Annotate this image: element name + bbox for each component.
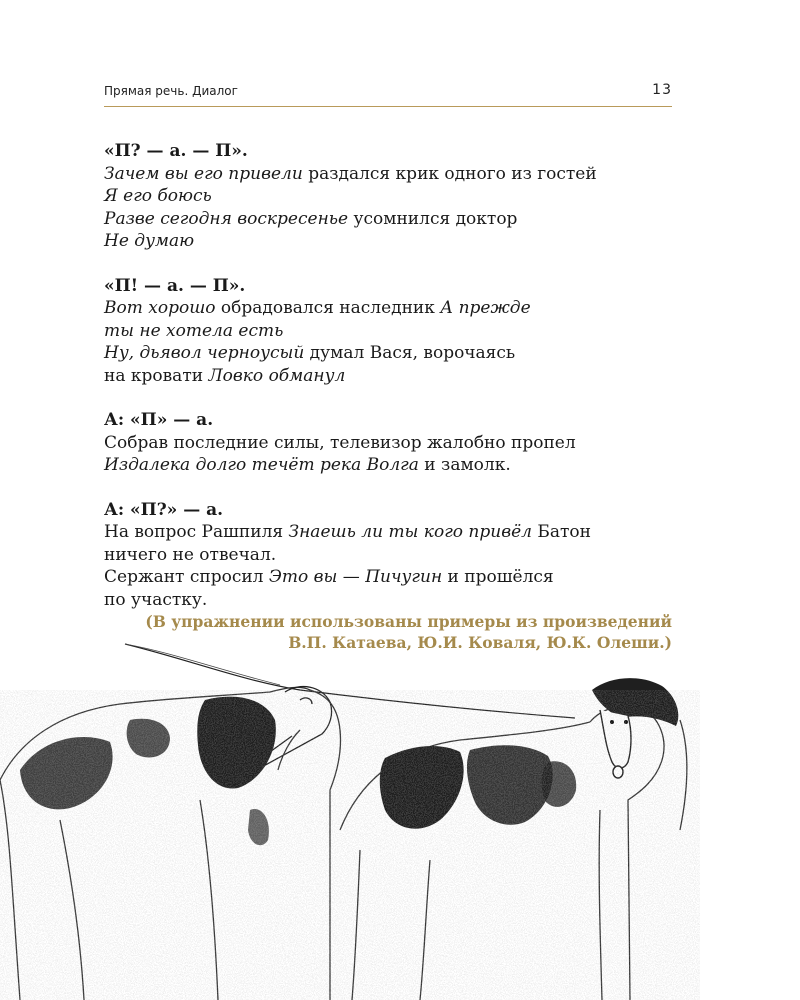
direct-speech: Это вы — Пичугин [268,567,443,587]
example-line [104,185,684,208]
page-number: 13 [652,82,672,98]
direct-speech: Разве сегодня воскресенье [104,208,349,229]
example-line [104,432,684,455]
author-words: раздался крик одного из гостей [302,163,597,184]
example-line [104,163,684,186]
direct-speech: Ловко обманул [208,365,346,386]
example-block [104,140,684,253]
direct-speech: Я его боюсь [104,186,212,206]
author-words: по участку. [104,589,208,610]
borzoi-dogs-illustration [0,630,800,1000]
source-note-line-1: (В упражнении использованы примеры из произведений [145,612,672,631]
punctuation-scheme: «П? — а. — П». [104,141,248,161]
author-words: на кровати [104,365,209,386]
direct-speech: А прежде [440,298,531,318]
punctuation-scheme: А: «П?» — а. [104,499,224,520]
chapter-title: Прямая речь. Диалог [104,84,238,98]
author-words: усомнился доктор [348,208,518,229]
author-words: На вопрос Рашпиля [104,522,289,542]
author-words: и замолк. [418,455,511,475]
direct-speech: Вот хорошо [104,298,216,318]
example-line [104,208,684,231]
example-line [104,454,684,477]
author-words: ничего не отвечал. [104,544,277,565]
direct-speech: Зачем вы его привели [104,163,303,184]
example-line [104,297,684,320]
author-words: и прошёлся [442,567,554,587]
source-note-line-2: В.П. Катаева, Ю.И. Коваля, Ю.К. Олеши.) [288,633,672,652]
direct-speech: ты не хотела есть [104,320,284,341]
example-block [104,499,684,612]
punctuation-scheme: А: «П» — а. [104,410,214,430]
author-words: Сержант спросил [104,567,269,587]
direct-speech: Не думаю [104,231,195,251]
example-line [104,342,684,365]
example-line [104,521,684,544]
running-header [104,82,672,107]
example-line [104,544,684,567]
direct-speech: Знаешь ли ты кого привёл [288,522,532,542]
example-line [104,320,684,343]
direct-speech: Издалека долго течёт река Волга [104,455,419,475]
author-words: Собрав последние силы, телевизор жалобно пропел [104,432,576,453]
example-line [104,365,684,388]
example-line [104,589,684,612]
author-words: Батон [532,522,592,542]
example-block [104,275,684,388]
example-block [104,409,684,477]
example-line [104,230,684,253]
direct-speech: Ну, дьявол черноусый [104,343,305,363]
author-words: обрадовался наследник [215,298,441,318]
exercise-content [104,140,684,633]
author-words: думал Вася, ворочаясь [304,343,516,363]
punctuation-scheme: «П! — а. — П». [104,275,246,296]
example-line [104,566,684,589]
